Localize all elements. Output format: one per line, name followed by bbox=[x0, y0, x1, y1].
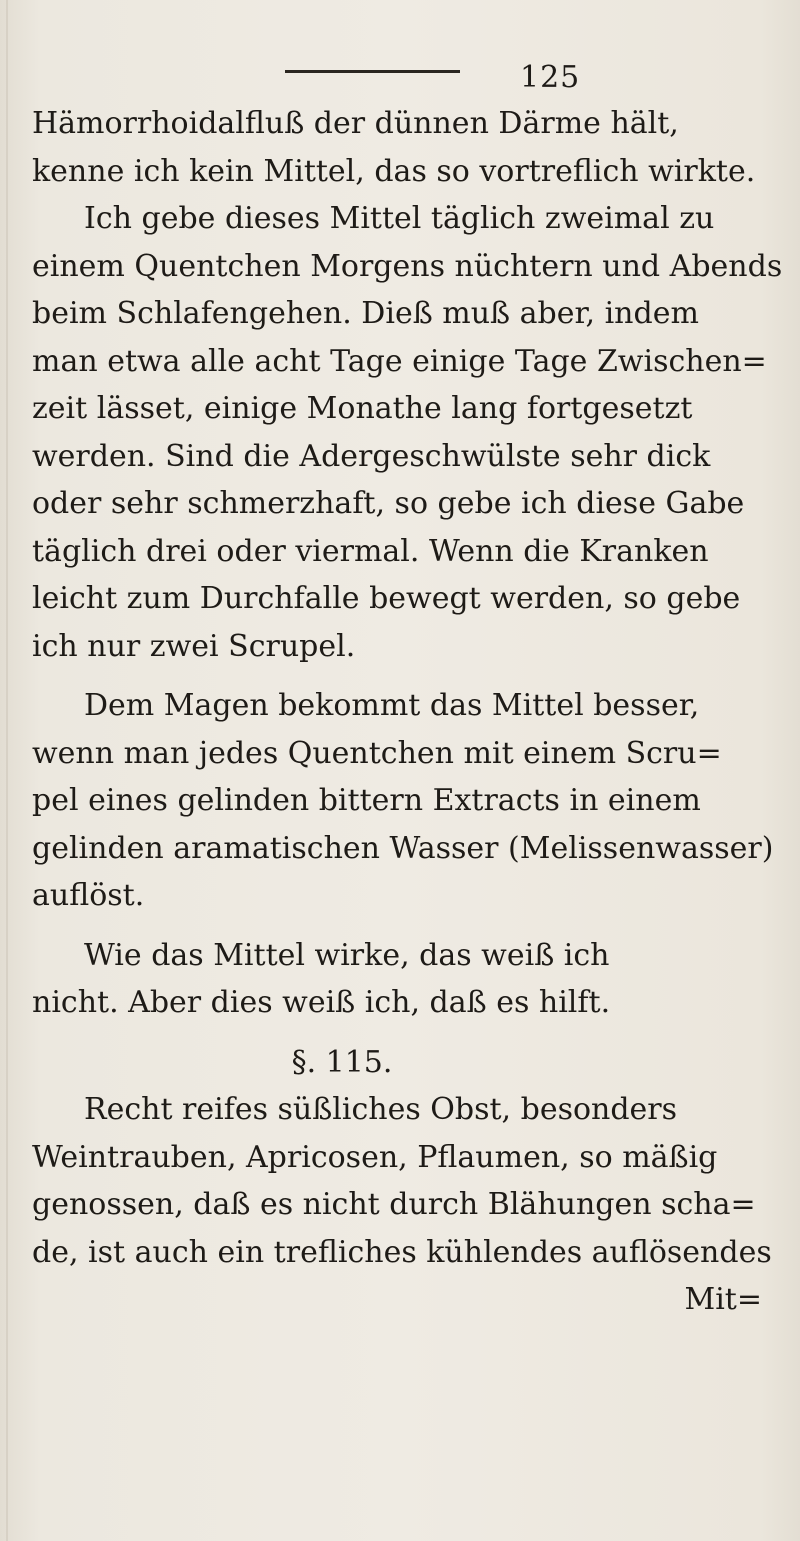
text-line: werden. Sind die Adergeschwülste sehr dick bbox=[32, 438, 711, 474]
text-line: Dem Magen bekommt das Mittel besser, bbox=[84, 688, 700, 723]
page-number: 125 bbox=[520, 60, 581, 95]
text-line: nicht. Aber dies weiß ich, daß es hilft. bbox=[32, 985, 611, 1020]
section-heading: §. 115. bbox=[291, 1044, 393, 1080]
text-line: auflöst. bbox=[32, 878, 145, 913]
text-line: Ich gebe dieses Mittel täglich zweimal zu bbox=[84, 201, 715, 236]
text-line: man etwa alle acht Tage einige Tage Zwischen= bbox=[32, 343, 767, 379]
text-line: täglich drei oder viermal. Wenn die Kranken bbox=[32, 533, 709, 569]
page-edge bbox=[6, 0, 8, 1541]
header-rule bbox=[285, 70, 460, 73]
text-line: wenn man jedes Quentchen mit einem Scru= bbox=[32, 735, 722, 771]
text-line: pel eines gelinden bittern Extracts in einem bbox=[32, 783, 701, 818]
text-line: kenne ich kein Mittel, das so vortreflich wirkte. bbox=[32, 153, 756, 189]
catchword: Mit= bbox=[684, 1282, 762, 1317]
text-line: gelinden aramatischen Wasser (Melissenwasser) bbox=[32, 830, 774, 866]
text-line: de, ist auch ein trefliches kühlendes auflösendes bbox=[32, 1234, 772, 1270]
text-line: Hämorrhoidalfluß der dünnen Därme hält, bbox=[32, 106, 679, 141]
text-line: leicht zum Durchfalle bewegt werden, so gebe bbox=[32, 581, 741, 616]
text-line: zeit lässet, einige Monathe lang fortgesetzt bbox=[32, 391, 693, 426]
text-line: oder sehr schmerzhaft, so gebe ich diese Gabe bbox=[32, 486, 745, 521]
text-line: Wie das Mittel wirke, das weiß ich bbox=[84, 937, 610, 973]
body-text bbox=[32, 100, 783, 1324]
text-line: beim Schlafengehen. Dieß muß aber, indem bbox=[32, 296, 699, 331]
text-line: genossen, daß es nicht durch Blähungen scha= bbox=[32, 1187, 756, 1222]
text-line: Weintrauben, Apricosen, Pflaumen, so mäßig bbox=[32, 1139, 718, 1175]
text-line: ich nur zwei Scrupel. bbox=[32, 628, 356, 664]
text-line: einem Quentchen Morgens nüchtern und Abends bbox=[32, 248, 783, 284]
text-line: Recht reifes süßliches Obst, besonders bbox=[84, 1092, 678, 1127]
